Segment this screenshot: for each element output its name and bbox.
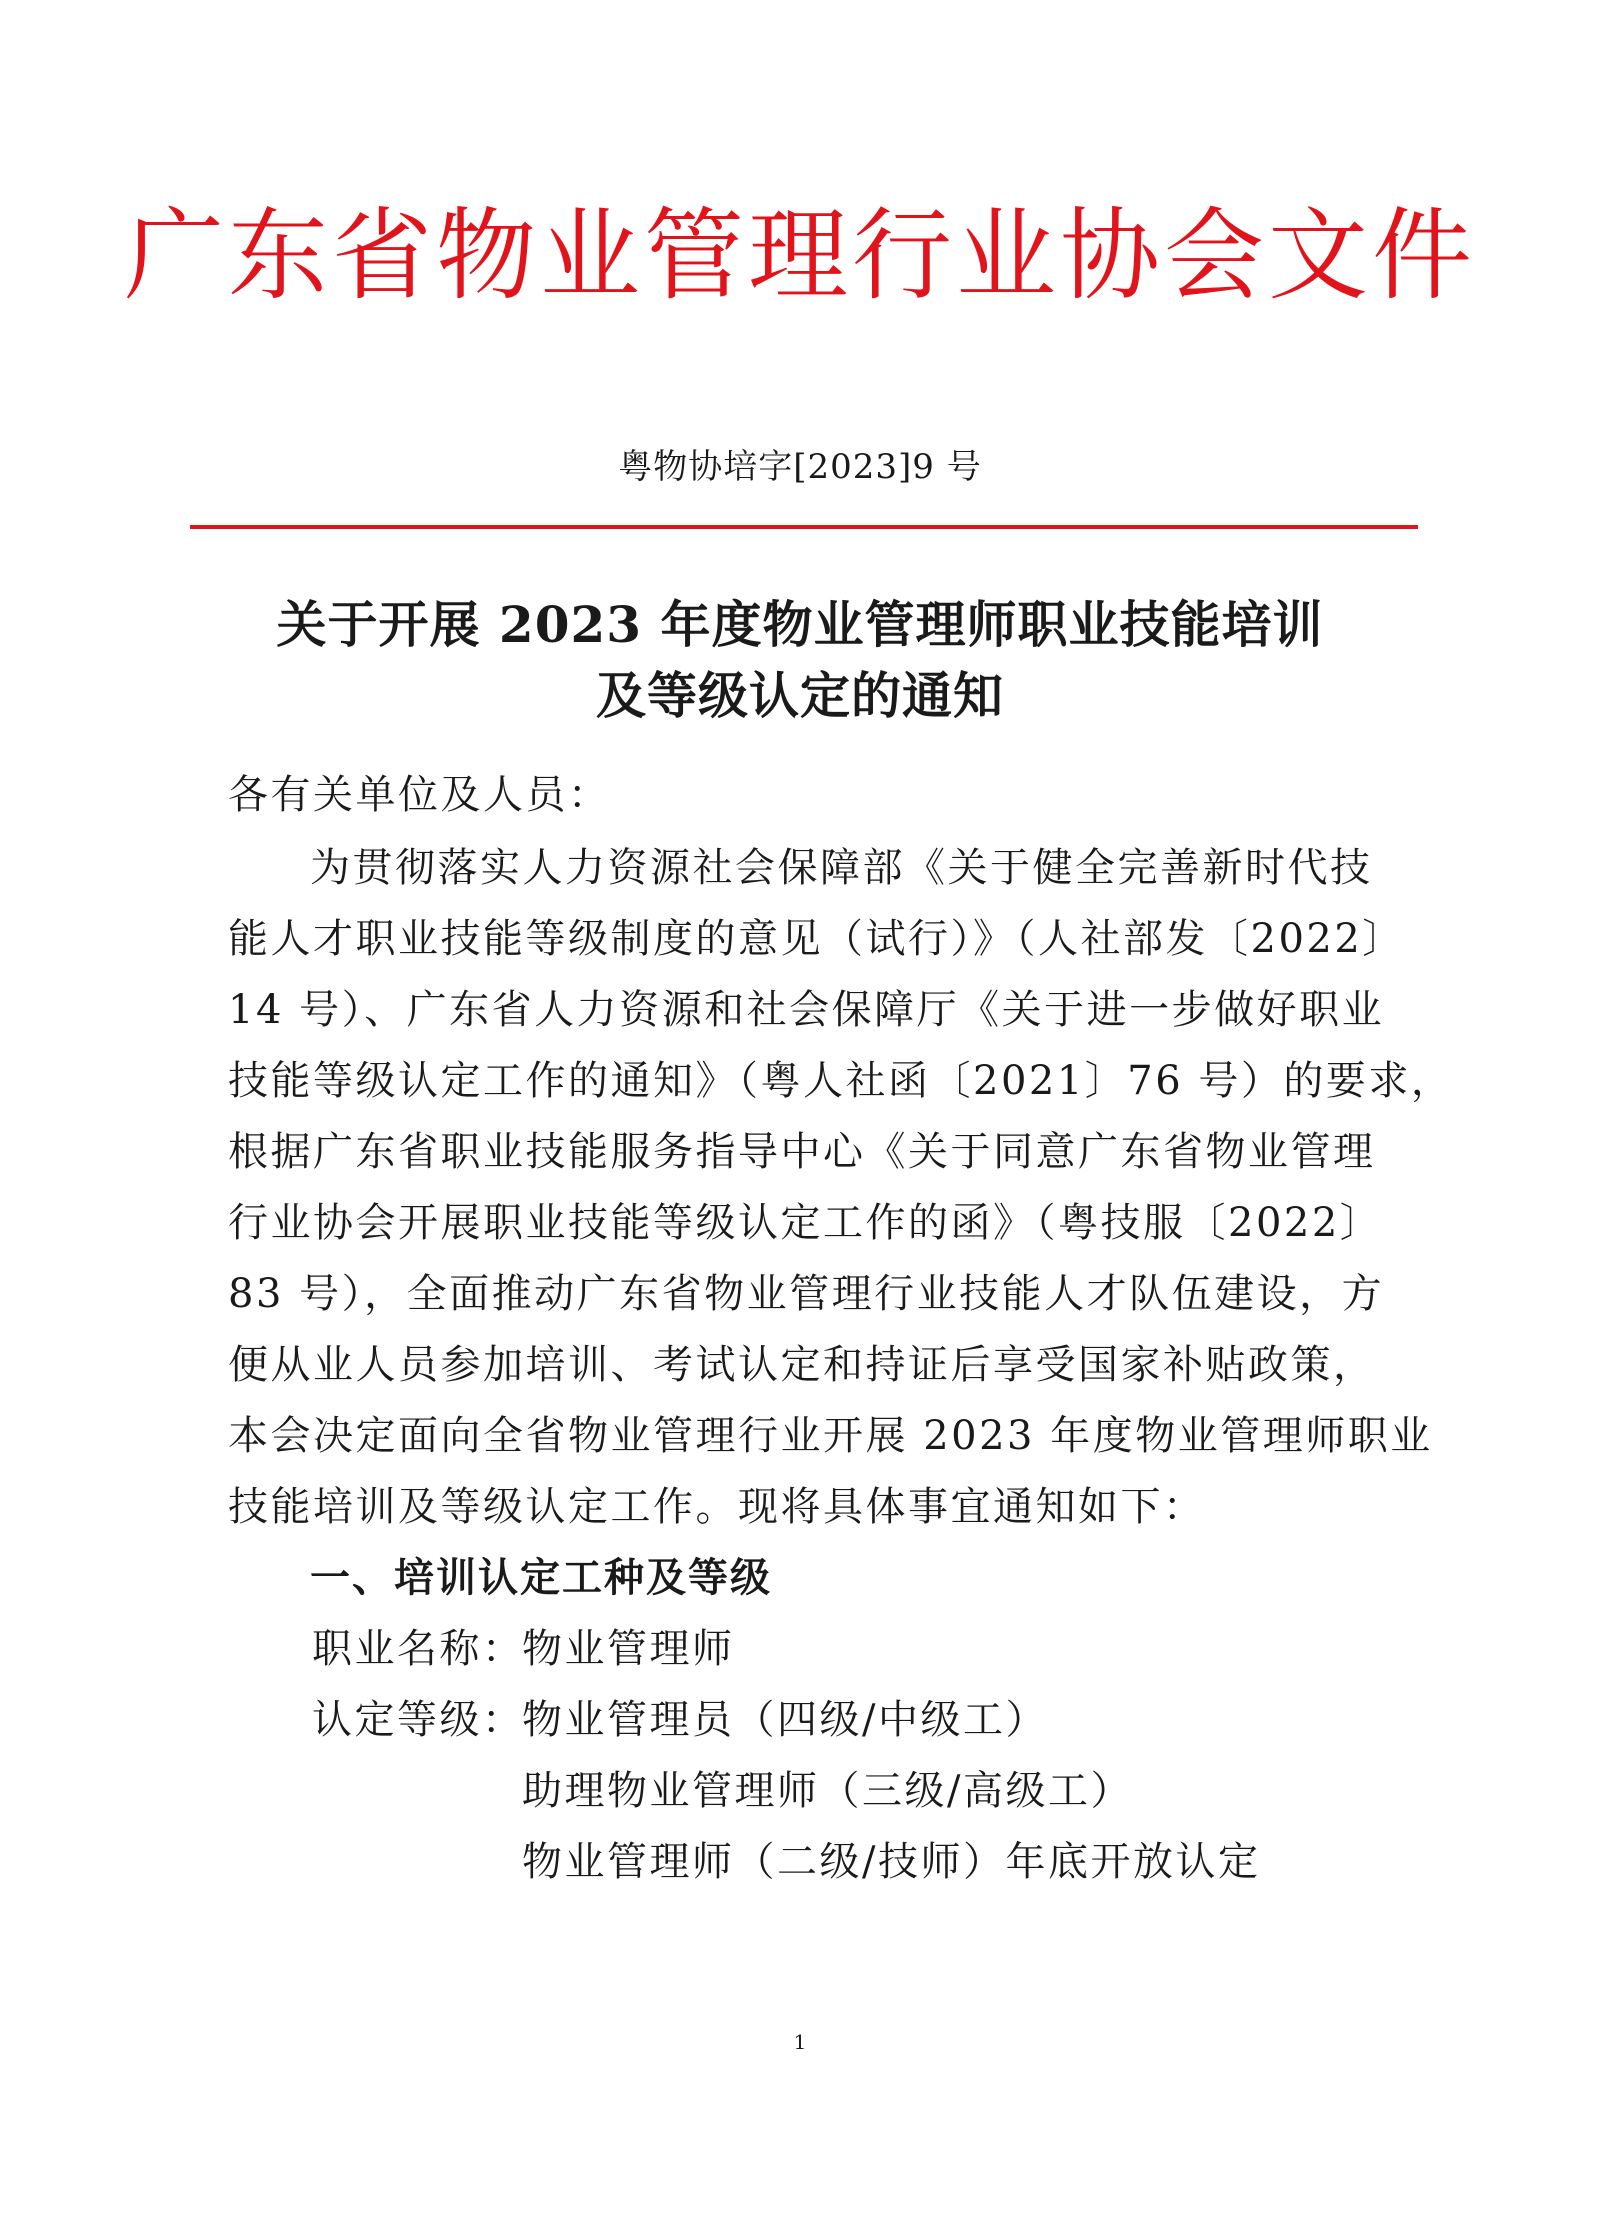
- level-item: 物业管理员（四级/中级工）: [522, 1697, 1048, 1743]
- paragraph-line: 83 号），全面推动广东省物业管理行业技能人才队伍建设，方: [228, 1271, 1385, 1317]
- page-number: 1: [793, 2030, 807, 2054]
- section-heading-1: 一、培训认定工种及等级: [310, 1555, 772, 1601]
- paragraph-line: 为贯彻落实人力资源社会保障部《关于健全完善新时代技: [310, 845, 1373, 891]
- paragraph-line: 根据广东省职业技能服务指导中心《关于同意广东省物业管理: [228, 1129, 1376, 1175]
- paragraph-line: 能人才职业技能等级制度的意见（试行）》（人社部发〔2022〕: [228, 916, 1405, 962]
- salutation: 各有关单位及人员：: [228, 772, 611, 818]
- paragraph-line: 技能培训及等级认定工作。现将具体事宜通知如下：: [228, 1484, 1206, 1530]
- document-number: 粤物协培字[2023]9 号: [618, 447, 982, 487]
- paragraph-line: 14 号）、广东省人力资源和社会保障厅《关于进一步做好职业: [228, 987, 1385, 1033]
- notice-title-line-2: 及等级认定的通知: [596, 666, 1004, 725]
- notice-title-line-1: 关于开展 2023 年度物业管理师职业技能培训: [276, 595, 1324, 654]
- level-item: 物业管理师（二级/技师）年底开放认定: [522, 1839, 1261, 1885]
- occupation-value: 物业管理师: [522, 1626, 735, 1672]
- red-divider-line: [190, 525, 1418, 529]
- document-header-title: 广东省物业管理行业协会文件: [124, 197, 1476, 314]
- occupation-label: 职业名称：: [312, 1626, 525, 1672]
- level-label: 认定等级：: [312, 1697, 525, 1743]
- paragraph-line: 本会决定面向全省物业管理行业开展 2023 年度物业管理师职业: [228, 1413, 1433, 1459]
- level-item: 助理物业管理师（三级/高级工）: [522, 1768, 1133, 1814]
- paragraph-line: 技能等级认定工作的通知》（粤人社函〔2021〕76 号）的要求，: [228, 1058, 1454, 1104]
- paragraph-line: 行业协会开展职业技能等级认定工作的函》（粤技服〔2022〕: [228, 1200, 1383, 1246]
- paragraph-line: 便从业人员参加培训、考试认定和持证后享受国家补贴政策，: [228, 1342, 1376, 1388]
